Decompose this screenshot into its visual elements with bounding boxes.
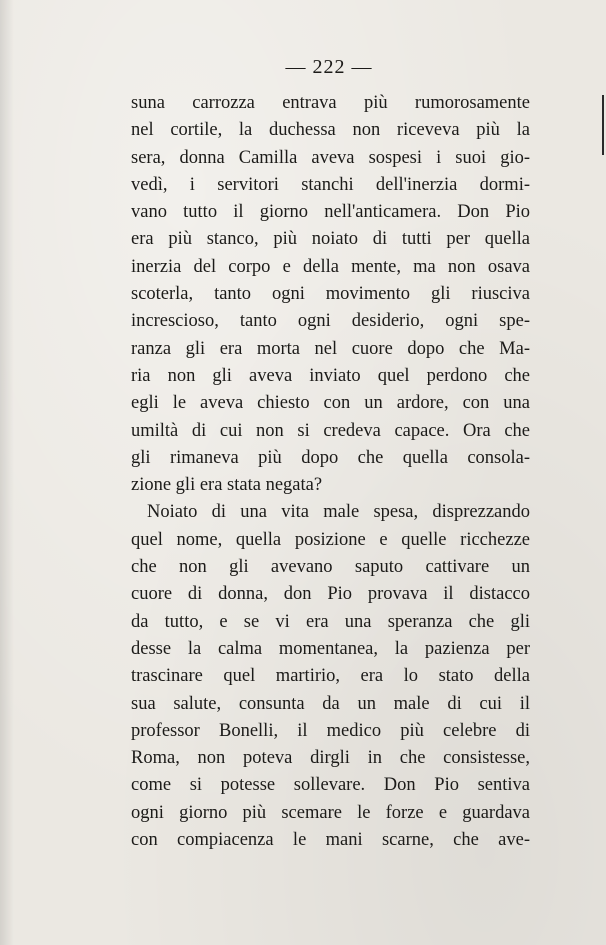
text-line: inerzia del corpo e della mente, ma non osava (131, 256, 530, 277)
text-line: Noiato di una vita male spesa, disprezzando (147, 502, 530, 523)
text-line: vedì, i servitori stanchi dell'inerzia dormi- (131, 174, 530, 195)
text-line: ranza gli era morta nel cuore dopo che Ma- (131, 338, 530, 359)
text-line: da tutto, e se vi era una speranza che gli (131, 611, 530, 632)
text-line: professor Bonelli, il medico più celebre di (131, 720, 530, 741)
page-number: — 222 — (285, 56, 373, 78)
text-line: sera, donna Camilla aveva sospesi i suoi gio- (131, 147, 530, 168)
text-line: cuore di donna, don Pio provava il distacco (131, 584, 530, 605)
text-line: Roma, non poteva dirgli in che consistesse, (131, 748, 530, 769)
page-gutter-shadow (0, 0, 14, 945)
text-line: suna carrozza entrava più rumorosamente (131, 93, 530, 113)
text-line: che non gli avevano saputo cattivare un (131, 557, 530, 578)
text-line: quel nome, quella posizione e quelle ricchezze (131, 529, 530, 550)
text-line: era più stanco, più noiato di tutti per quella (131, 229, 530, 250)
text-line: vano tutto il giorno nell'anticamera. Don Pio (131, 202, 530, 223)
body-text (131, 90, 530, 854)
text-line: desse la calma momentanea, la pazienza per (131, 638, 530, 659)
text-line: egli le aveva chiesto con un ardore, con una (131, 393, 530, 414)
text-line: con compiacenza le mani scarne, che ave- (131, 830, 530, 851)
text-line: nel cortile, la duchessa non riceveva più la (131, 120, 530, 141)
text-line: ogni giorno più scemare le forze e guardava (131, 802, 530, 823)
text-line: zione gli era stata negata? (131, 475, 323, 496)
text-line: umiltà di cui non si credeva capace. Ora che (131, 420, 530, 441)
text-line: scoterla, tanto ogni movimento gli riusciva (131, 284, 530, 305)
text-line: gli rimaneva più dopo che quella consola- (131, 447, 530, 468)
text-line: sua salute, consunta da un male di cui il (131, 693, 530, 714)
text-line: come si potesse sollevare. Don Pio sentiva (131, 775, 530, 796)
page-edge-mark (602, 95, 604, 155)
text-line: increscioso, tanto ogni desiderio, ogni spe- (131, 311, 530, 332)
text-line: ria non gli aveva inviato quel perdono che (131, 365, 530, 386)
text-line: trascinare quel martirio, era lo stato della (131, 666, 530, 687)
